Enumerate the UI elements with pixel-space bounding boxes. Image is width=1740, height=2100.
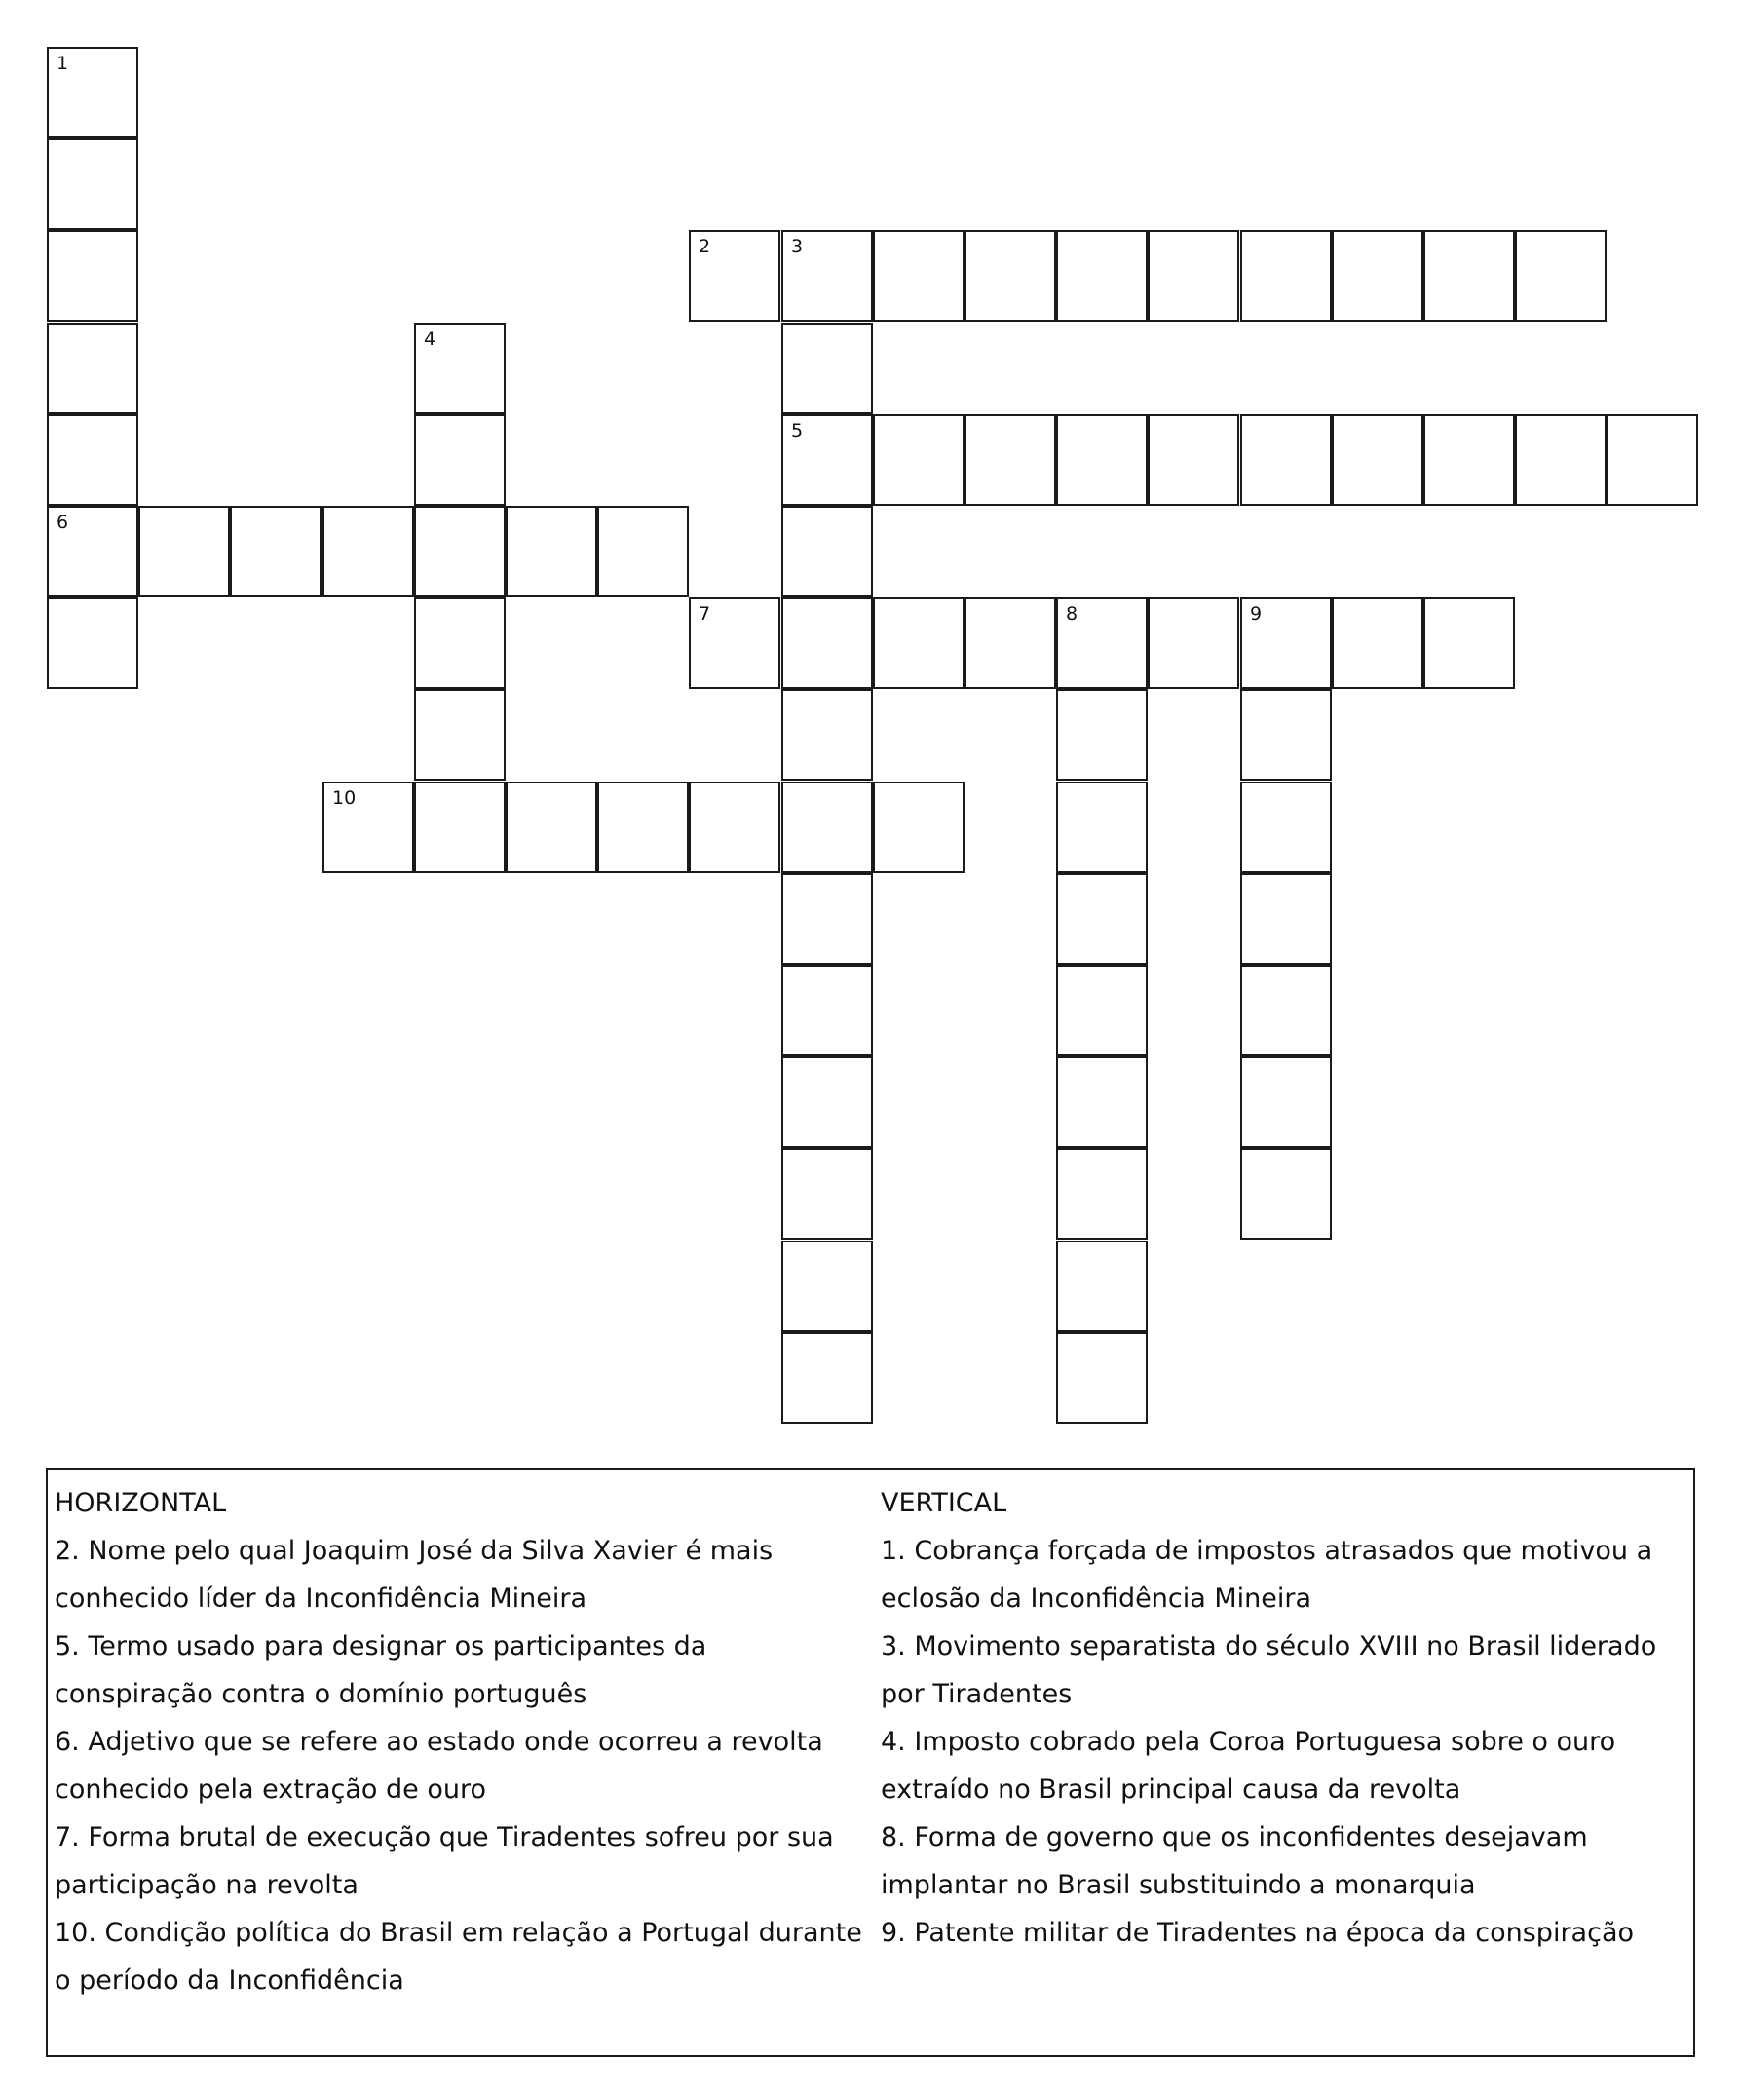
crossword-cell[interactable] xyxy=(322,782,414,873)
crossword-cell[interactable] xyxy=(597,506,689,597)
crossword-cell[interactable] xyxy=(1240,1148,1332,1240)
crossword-cell[interactable] xyxy=(965,414,1056,506)
crossword-cell[interactable] xyxy=(781,1241,873,1332)
crossword-cell[interactable] xyxy=(47,323,138,414)
crossword-cell[interactable] xyxy=(1332,414,1423,506)
crossword-cell[interactable] xyxy=(873,414,965,506)
crossword-cell[interactable] xyxy=(781,873,873,965)
crossword-cell[interactable] xyxy=(781,782,873,873)
horizontal-clues-column xyxy=(55,1479,873,2005)
crossword-cell[interactable] xyxy=(1056,1148,1148,1240)
clue-across-6: 6. Adjetivo que se refere ao estado onde ocorreu a revolta conhecido pela extração de ouro xyxy=(55,1727,823,1805)
crossword-cell[interactable] xyxy=(689,597,780,689)
clue-number-label: 1 xyxy=(57,53,69,74)
clue-number-label: 10 xyxy=(332,787,357,809)
crossword-cell[interactable] xyxy=(1056,1056,1148,1148)
crossword-cell[interactable] xyxy=(138,506,230,597)
crossword-cell[interactable] xyxy=(47,414,138,506)
crossword-cell[interactable] xyxy=(1240,414,1332,506)
crossword-cell[interactable] xyxy=(1240,689,1332,781)
clue-across-2: 2. Nome pelo qual Joaquim José da Silva Xavier é mais conhecido líder da Inconfidência Mineira xyxy=(55,1536,774,1614)
clue-number-label: 2 xyxy=(699,236,711,257)
horizontal-heading: HORIZONTAL xyxy=(55,1488,227,1518)
crossword-cell[interactable] xyxy=(781,1148,873,1240)
crossword-cell[interactable] xyxy=(781,689,873,781)
crossword-cell[interactable] xyxy=(1423,414,1515,506)
crossword-cell[interactable] xyxy=(1056,414,1148,506)
crossword-cell[interactable] xyxy=(47,597,138,689)
crossword-cell[interactable] xyxy=(47,138,138,230)
clue-number-label: 4 xyxy=(424,328,436,350)
crossword-cell[interactable] xyxy=(781,323,873,414)
crossword-cell[interactable] xyxy=(1056,965,1148,1056)
crossword-cell[interactable] xyxy=(1056,230,1148,322)
crossword-cell[interactable] xyxy=(873,597,965,689)
crossword-cell[interactable] xyxy=(781,414,873,506)
crossword-cell[interactable] xyxy=(414,782,506,873)
crossword-cell[interactable] xyxy=(781,506,873,597)
crossword-cell[interactable] xyxy=(1148,414,1239,506)
crossword-cell[interactable] xyxy=(414,597,506,689)
crossword-cell[interactable] xyxy=(1240,782,1332,873)
crossword-cell[interactable] xyxy=(1240,597,1332,689)
crossword-cell[interactable] xyxy=(414,414,506,506)
crossword-cell[interactable] xyxy=(1515,414,1607,506)
crossword-cell[interactable] xyxy=(1423,230,1515,322)
crossword-cell[interactable] xyxy=(1607,414,1698,506)
crossword-cell[interactable] xyxy=(781,597,873,689)
crossword-cell[interactable] xyxy=(414,506,506,597)
crossword-cell[interactable] xyxy=(1056,782,1148,873)
crossword-cell[interactable] xyxy=(781,965,873,1056)
crossword-cell[interactable] xyxy=(781,1056,873,1148)
clue-number-label: 6 xyxy=(57,512,69,533)
crossword-cell[interactable] xyxy=(781,230,873,322)
crossword-cell[interactable] xyxy=(781,1332,873,1424)
clue-number-label: 7 xyxy=(699,603,711,625)
crossword-cell[interactable] xyxy=(1515,230,1607,322)
vertical-clues-column xyxy=(881,1479,1689,1957)
crossword-cell[interactable] xyxy=(689,230,780,322)
crossword-cell[interactable] xyxy=(1240,873,1332,965)
vertical-heading: VERTICAL xyxy=(881,1488,1007,1518)
clue-number-label: 9 xyxy=(1250,603,1263,625)
crossword-cell[interactable] xyxy=(1332,230,1423,322)
crossword-cell[interactable] xyxy=(1240,230,1332,322)
clue-down-8: 8. Forma de governo que os inconfidentes desejavam implantar no Brasil substituindo a monarquia xyxy=(881,1822,1588,1900)
crossword-cell[interactable] xyxy=(230,506,322,597)
crossword-cell[interactable] xyxy=(597,782,689,873)
crossword-cell[interactable] xyxy=(873,782,965,873)
clues-box xyxy=(46,1468,1695,2057)
crossword-cell[interactable] xyxy=(414,689,506,781)
crossword-cell[interactable] xyxy=(506,506,597,597)
crossword-cell[interactable] xyxy=(414,323,506,414)
crossword-cell[interactable] xyxy=(1056,1241,1148,1332)
crossword-cell[interactable] xyxy=(47,506,138,597)
crossword-cell[interactable] xyxy=(322,506,414,597)
crossword-cell[interactable] xyxy=(1240,965,1332,1056)
crossword-cell[interactable] xyxy=(689,782,780,873)
crossword-cell[interactable] xyxy=(47,47,138,138)
crossword-cell[interactable] xyxy=(1332,597,1423,689)
clue-number-label: 8 xyxy=(1066,603,1078,625)
crossword-cell[interactable] xyxy=(873,230,965,322)
clue-down-1: 1. Cobrança forçada de impostos atrasados que motivou a eclosão da Inconfidência Mineira xyxy=(881,1536,1653,1614)
clue-number-label: 5 xyxy=(791,420,804,441)
crossword-cell[interactable] xyxy=(1056,597,1148,689)
crossword-cell[interactable] xyxy=(1148,597,1239,689)
crossword-cell[interactable] xyxy=(965,230,1056,322)
crossword-cell[interactable] xyxy=(1056,1332,1148,1424)
crossword-cell[interactable] xyxy=(1240,1056,1332,1148)
clue-across-10: 10. Condição política do Brasil em relação a Portugal durante o período da Inconfidência xyxy=(55,1918,862,1996)
crossword-cell[interactable] xyxy=(965,597,1056,689)
clue-number-label: 3 xyxy=(791,236,804,257)
crossword-cell[interactable] xyxy=(1148,230,1239,322)
clue-down-3: 3. Movimento separatista do século XVIII no Brasil liderado por Tiradentes xyxy=(881,1631,1657,1709)
crossword-cell[interactable] xyxy=(506,782,597,873)
crossword-cell[interactable] xyxy=(1056,689,1148,781)
clue-across-7: 7. Forma brutal de execução que Tiradentes sofreu por sua participação na revolta xyxy=(55,1822,834,1900)
crossword-cell[interactable] xyxy=(1056,873,1148,965)
crossword-cell[interactable] xyxy=(1423,597,1515,689)
clue-down-4: 4. Imposto cobrado pela Coroa Portuguesa sobre o ouro extraído no Brasil principal causa da revolta xyxy=(881,1727,1616,1805)
crossword-cell[interactable] xyxy=(47,230,138,322)
clue-down-9: 9. Patente militar de Tiradentes na época da conspiração xyxy=(881,1918,1635,1948)
clue-across-5: 5. Termo usado para designar os participantes da conspiração contra o domínio português xyxy=(55,1631,707,1709)
